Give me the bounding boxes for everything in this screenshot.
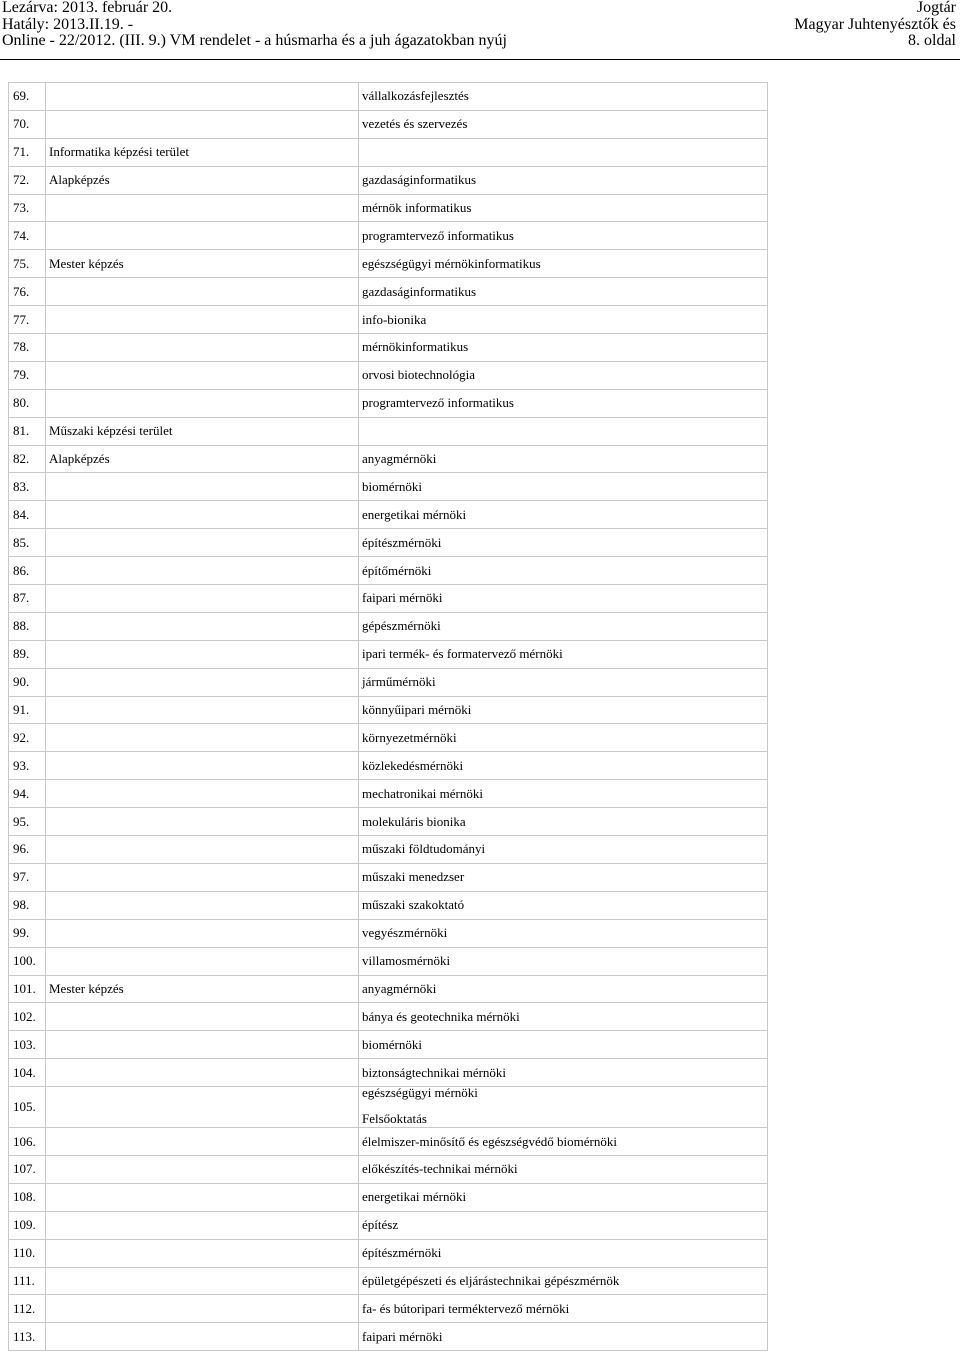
specialization: faipari mérnöki <box>359 1323 768 1351</box>
table-row <box>9 585 768 613</box>
row-number: 97. <box>9 863 46 891</box>
row-number: 112. <box>9 1295 46 1323</box>
specialization: bánya és geotechnika mérnöki <box>359 1003 768 1031</box>
row-number: 85. <box>9 529 46 557</box>
table-row <box>9 975 768 1003</box>
specialization: közlekedésmérnöki <box>359 752 768 780</box>
training-level <box>46 696 359 724</box>
table-row <box>9 222 768 250</box>
row-number: 106. <box>9 1128 46 1156</box>
page-header-left <box>2 0 507 50</box>
table-row <box>9 361 768 389</box>
training-level <box>46 752 359 780</box>
table-row <box>9 1031 768 1059</box>
specialization: info-bionika <box>359 306 768 334</box>
specialization: egészségügyi mérnökinformatikus <box>359 250 768 278</box>
table-row <box>9 947 768 975</box>
training-level: Műszaki képzési terület <box>46 417 359 445</box>
training-level <box>46 808 359 836</box>
row-number: 110. <box>9 1239 46 1267</box>
row-number: 82. <box>9 445 46 473</box>
specialization: könnyűipari mérnöki <box>359 696 768 724</box>
row-number: 87. <box>9 585 46 613</box>
training-level <box>46 501 359 529</box>
specialization: gépészmérnöki <box>359 612 768 640</box>
specialization: faipari mérnöki <box>359 585 768 613</box>
specialization: élelmiszer-minősítő és egészségvédő biomérnöki <box>359 1128 768 1156</box>
training-level <box>46 83 359 111</box>
training-level <box>46 1087 359 1128</box>
table-row <box>9 1267 768 1295</box>
training-level: Informatika képzési terület <box>46 138 359 166</box>
table-body <box>9 83 768 1351</box>
row-number: 86. <box>9 557 46 585</box>
table-row <box>9 1003 768 1031</box>
specialization: járműmérnöki <box>359 668 768 696</box>
training-level <box>46 361 359 389</box>
specialization: fa- és bútoripari terméktervező mérnöki <box>359 1295 768 1323</box>
specialization: programtervező informatikus <box>359 389 768 417</box>
specialization: gazdaságinformatikus <box>359 166 768 194</box>
row-number: 93. <box>9 752 46 780</box>
table-row <box>9 696 768 724</box>
table-row <box>9 1323 768 1351</box>
training-level: Alapképzés <box>46 166 359 194</box>
training-level: Mester képzés <box>46 250 359 278</box>
training-level <box>46 612 359 640</box>
row-number: 90. <box>9 668 46 696</box>
specialization: molekuláris bionika <box>359 808 768 836</box>
specialization: villamosmérnöki <box>359 947 768 975</box>
row-number: 80. <box>9 389 46 417</box>
training-level <box>46 1031 359 1059</box>
specialization-label: egészségügyi mérnöki <box>362 1086 478 1101</box>
row-number: 108. <box>9 1183 46 1211</box>
row-number: 77. <box>9 306 46 334</box>
training-level <box>46 278 359 306</box>
training-level <box>46 1183 359 1211</box>
training-level <box>46 724 359 752</box>
table-row <box>9 473 768 501</box>
row-number: 88. <box>9 612 46 640</box>
table-row <box>9 417 768 445</box>
training-level <box>46 1323 359 1351</box>
row-number: 107. <box>9 1155 46 1183</box>
table-row <box>9 780 768 808</box>
specialization: építészmérnöki <box>359 1239 768 1267</box>
table-row <box>9 612 768 640</box>
training-level <box>46 222 359 250</box>
training-level: Alapképzés <box>46 445 359 473</box>
row-number: 101. <box>9 975 46 1003</box>
specialization <box>359 417 768 445</box>
training-level <box>46 585 359 613</box>
specialization: energetikai mérnöki <box>359 1183 768 1211</box>
training-level <box>46 334 359 362</box>
table-row <box>9 724 768 752</box>
table-row <box>9 919 768 947</box>
table-row <box>9 166 768 194</box>
row-number: 98. <box>9 891 46 919</box>
row-number: 71. <box>9 138 46 166</box>
table-row <box>9 529 768 557</box>
training-level <box>46 668 359 696</box>
table-row <box>9 863 768 891</box>
training-level <box>46 836 359 864</box>
specialization: biomérnöki <box>359 1031 768 1059</box>
specialization: orvosi biotechnológia <box>359 361 768 389</box>
table-row <box>9 1183 768 1211</box>
specialization: vegyészmérnöki <box>359 919 768 947</box>
training-level <box>46 1059 359 1087</box>
table-row <box>9 1239 768 1267</box>
table-row <box>9 808 768 836</box>
specialization: anyagmérnöki <box>359 975 768 1003</box>
training-level <box>46 194 359 222</box>
table-row <box>9 334 768 362</box>
row-number: 69. <box>9 83 46 111</box>
specialization: előkészítés-technikai mérnöki <box>359 1155 768 1183</box>
specialization: épületgépészeti és eljárástechnikai gépészmérnök <box>359 1267 768 1295</box>
training-level <box>46 389 359 417</box>
training-level <box>46 110 359 138</box>
training-level <box>46 1003 359 1031</box>
specialization: ipari termék- és formatervező mérnöki <box>359 640 768 668</box>
training-level <box>46 1155 359 1183</box>
specialization: környezetmérnöki <box>359 724 768 752</box>
header-page-number: 8. oldal <box>908 32 956 49</box>
specialization-note: Felsőoktatás <box>362 1111 427 1127</box>
specialization: biztonságtechnikai mérnöki <box>359 1059 768 1087</box>
table-row <box>9 110 768 138</box>
training-level <box>46 1211 359 1239</box>
training-level <box>46 863 359 891</box>
row-number: 103. <box>9 1031 46 1059</box>
row-number: 91. <box>9 696 46 724</box>
table-row <box>9 640 768 668</box>
specialization <box>359 1087 768 1128</box>
row-number: 89. <box>9 640 46 668</box>
row-number: 72. <box>9 166 46 194</box>
training-level <box>46 1295 359 1323</box>
table-row <box>9 278 768 306</box>
specialization: mérnök informatikus <box>359 194 768 222</box>
row-number: 81. <box>9 417 46 445</box>
table-row <box>9 83 768 111</box>
training-level <box>46 947 359 975</box>
table-row <box>9 1155 768 1183</box>
row-number: 74. <box>9 222 46 250</box>
table-row <box>9 557 768 585</box>
table-row <box>9 306 768 334</box>
specialization: építészmérnöki <box>359 529 768 557</box>
table-row <box>9 389 768 417</box>
table-row <box>9 250 768 278</box>
table-row <box>9 1087 768 1128</box>
header-divider <box>0 59 960 60</box>
training-level <box>46 1239 359 1267</box>
row-number: 73. <box>9 194 46 222</box>
row-number: 105. <box>9 1087 46 1128</box>
row-number: 99. <box>9 919 46 947</box>
row-number: 78. <box>9 334 46 362</box>
row-number: 75. <box>9 250 46 278</box>
table-row <box>9 668 768 696</box>
training-level: Mester képzés <box>46 975 359 1003</box>
header-publisher: Jogtár <box>916 0 956 16</box>
row-number: 113. <box>9 1323 46 1351</box>
row-number: 83. <box>9 473 46 501</box>
training-level <box>46 891 359 919</box>
table-row <box>9 445 768 473</box>
table-row <box>9 501 768 529</box>
training-areas-table <box>8 82 768 1351</box>
header-licensee: Magyar Juhtenyésztők és <box>794 15 956 33</box>
training-level <box>46 473 359 501</box>
header-document-title: Online - 22/2012. (III. 9.) VM rendelet - a húsmarha és a juh ágazatokban nyúj <box>2 32 507 49</box>
specialization: vállalkozásfejlesztés <box>359 83 768 111</box>
training-level <box>46 1128 359 1156</box>
specialization: műszaki földtudományi <box>359 836 768 864</box>
training-level <box>46 919 359 947</box>
page-header-right <box>794 0 956 50</box>
specialization: biomérnöki <box>359 473 768 501</box>
row-number: 109. <box>9 1211 46 1239</box>
specialization: műszaki menedzser <box>359 863 768 891</box>
specialization: műszaki szakoktató <box>359 891 768 919</box>
table-row <box>9 1059 768 1087</box>
table-row <box>9 1295 768 1323</box>
specialization: vezetés és szervezés <box>359 110 768 138</box>
training-level <box>46 780 359 808</box>
header-effective-date: Hatály: 2013.II.19. - <box>2 15 134 33</box>
header-closed-date: Lezárva: 2013. február 20. <box>2 0 173 16</box>
row-number: 84. <box>9 501 46 529</box>
specialization: programtervező informatikus <box>359 222 768 250</box>
specialization: energetikai mérnöki <box>359 501 768 529</box>
row-number: 102. <box>9 1003 46 1031</box>
table-row <box>9 836 768 864</box>
row-number: 92. <box>9 724 46 752</box>
row-number: 70. <box>9 110 46 138</box>
row-number: 111. <box>9 1267 46 1295</box>
specialization: mérnökinformatikus <box>359 334 768 362</box>
table-row <box>9 891 768 919</box>
training-level <box>46 1267 359 1295</box>
table-row <box>9 138 768 166</box>
row-number: 104. <box>9 1059 46 1087</box>
specialization <box>359 138 768 166</box>
training-level <box>46 640 359 668</box>
specialization: építész <box>359 1211 768 1239</box>
row-number: 76. <box>9 278 46 306</box>
row-number: 96. <box>9 836 46 864</box>
table-row <box>9 1128 768 1156</box>
table-row <box>9 1211 768 1239</box>
row-number: 100. <box>9 947 46 975</box>
specialization: anyagmérnöki <box>359 445 768 473</box>
table-row <box>9 194 768 222</box>
training-level <box>46 529 359 557</box>
row-number: 95. <box>9 808 46 836</box>
table-row <box>9 752 768 780</box>
row-number: 79. <box>9 361 46 389</box>
row-number: 94. <box>9 780 46 808</box>
specialization: gazdaságinformatikus <box>359 278 768 306</box>
specialization: építőmérnöki <box>359 557 768 585</box>
training-level <box>46 557 359 585</box>
specialization: mechatronikai mérnöki <box>359 780 768 808</box>
training-level <box>46 306 359 334</box>
